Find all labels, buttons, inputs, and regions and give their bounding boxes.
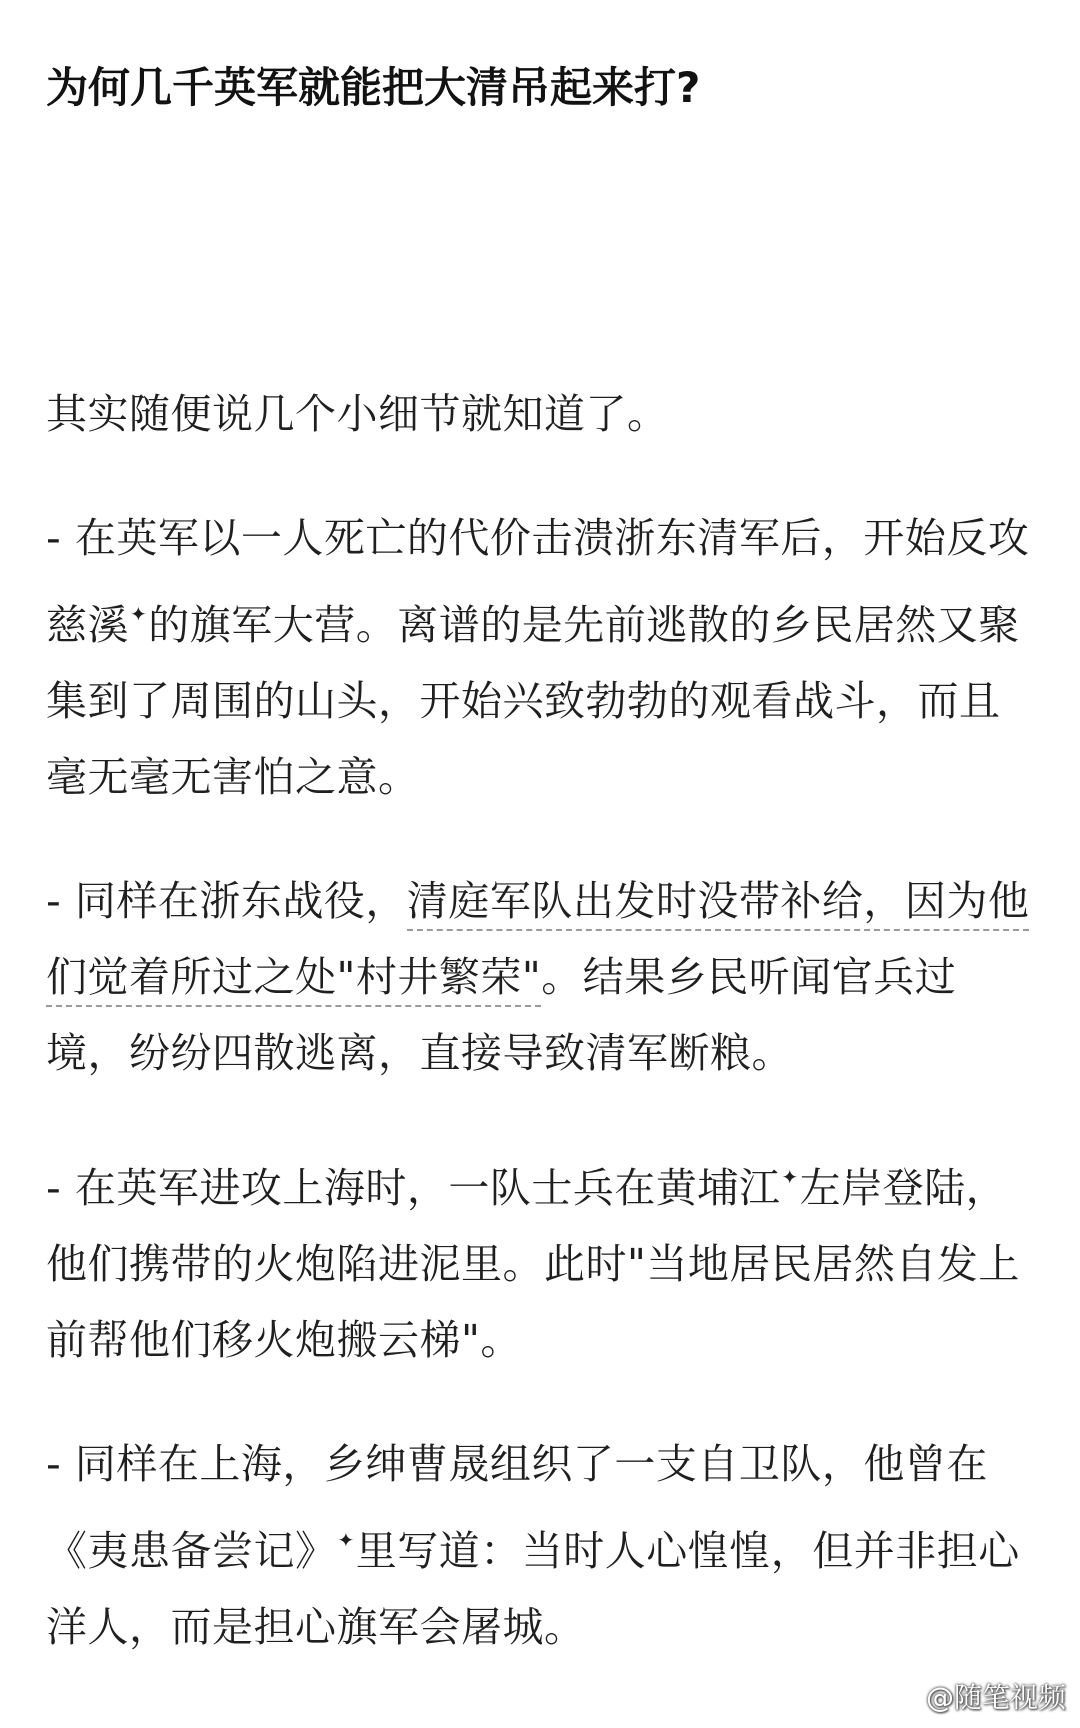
paragraph-text: 的旗军大营。离谱的是先前逃散的乡民居然又聚集到了周围的山头，开始兴致勃勃的观看战斗，而且毫无毫无害怕之意。 (46, 601, 1020, 801)
paragraph-text: - 同样在浙东战役， (46, 877, 407, 925)
answer-body (46, 376, 1036, 1665)
answer-intro: 其实随便说几个小细节就知道了。 (46, 390, 669, 438)
weibo-icon (880, 1678, 920, 1714)
highlight-link[interactable]: 清庭军队出发时没带补给，因为他们觉着所过之处"村井繁荣" (46, 877, 1029, 1007)
watermark (880, 1674, 1066, 1718)
question-title[interactable]: 为何几千英军就能把大清吊起来打? (46, 63, 701, 112)
answer-paragraph-militia (46, 1426, 1036, 1665)
paragraph-text: - 在英军以一人死亡的代价击溃浙东清军后，开始反攻慈溪 (46, 514, 1030, 649)
paragraph-text: 里写道：当时人心惶惶，但并非担心洋人，而是担心旗军会屠城。 (46, 1527, 1020, 1651)
answer-paragraph-cixi (46, 500, 1036, 815)
search-keyword-icon[interactable]: ✦ (337, 1528, 355, 1552)
answer-paragraph-shanghai (46, 1139, 1036, 1378)
paragraph-text: 左岸登陆，他们携带的火炮陷进泥里。此时"当地居民居然自发上前帮他们移火炮搬云梯"。 (46, 1164, 1020, 1364)
watermark-text: @随笔视频 (925, 1681, 1066, 1714)
answer-paragraph-supply (46, 863, 1036, 1091)
paragraph-text: - 在英军进攻上海时，一队士兵在黄埔江 (46, 1164, 781, 1212)
paragraph-text: 。结果乡民听闻官兵过境，纷纷四散逃离，直接导致清军断粮。 (46, 953, 957, 1077)
search-keyword-icon[interactable]: ✦ (130, 602, 148, 626)
search-keyword-icon[interactable]: ✦ (781, 1165, 799, 1189)
paragraph-text: - 同样在上海，乡绅曹晟组织了一支自卫队，他曾在《夷患备尝记》 (46, 1440, 988, 1575)
